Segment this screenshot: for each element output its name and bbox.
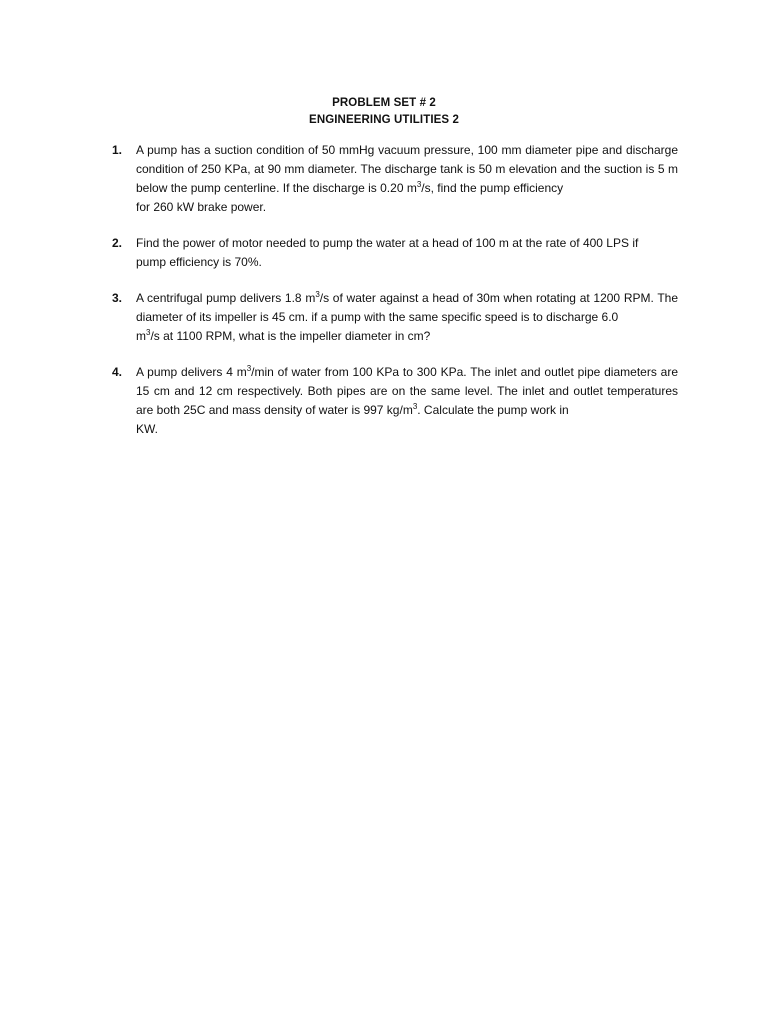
problem-text: A pump has a suction condition of 50 mmHg vacuum pressure, 100 mm diameter pipe and discharge condition of 250 KPa, at 90 mm diameter. The discharge tank is 50 m elevation and the suction is 5 m below the pump centerline. If the discharge is 0.20 $m^3/s$, find the pump efficiency (136, 143, 678, 195)
problem-number: 2. (112, 236, 123, 250)
problem-text: Find the power of motor needed to pump the water at a head of 100 m at the rate of 400 LPS if (136, 236, 639, 250)
problem-text-last-line: pump efficiency is 70%. (136, 255, 262, 269)
problem-item-1 (112, 141, 678, 217)
problem-text-last-line: KW. (136, 422, 159, 436)
problem-text: A pump delivers 4 $m^3/\min$ of water from 100 KPa to 300 KPa. The inlet and outlet pipe diameters are 15 cm and 12 cm respectively. Both pipes are on the same level. The inlet and outlet temperatures are both 25C and mass density of water is 997 $kg/m^3$. Calculate the pump work in (136, 364, 678, 417)
problem-number: 3. (112, 291, 123, 305)
problem-text-last-line: for 260 kW brake power. (136, 200, 267, 214)
page-subtitle: ENGINEERING UTILITIES 2 (309, 114, 459, 126)
problem-item-4 (112, 363, 678, 439)
problem-item-3 (112, 289, 678, 346)
problem-text: A centrifugal pump delivers 1.8 $m^3/s$ of water against a head of 30m when rotating at 1200 RPM. The diameter of its impeller is 45 cm. if a pump with the same specific speed is to discharge 6.0 (136, 290, 678, 324)
problem-list (112, 141, 678, 439)
page-title: PROBLEM SET # 2 (332, 97, 436, 109)
problem-item-2 (112, 234, 678, 272)
problem-number: 1. (112, 143, 123, 157)
problem-text-last-line: $m^3/s$ at 1100 RPM, what is the impeller diameter in cm? (136, 328, 431, 343)
problem-number: 4. (112, 365, 123, 379)
